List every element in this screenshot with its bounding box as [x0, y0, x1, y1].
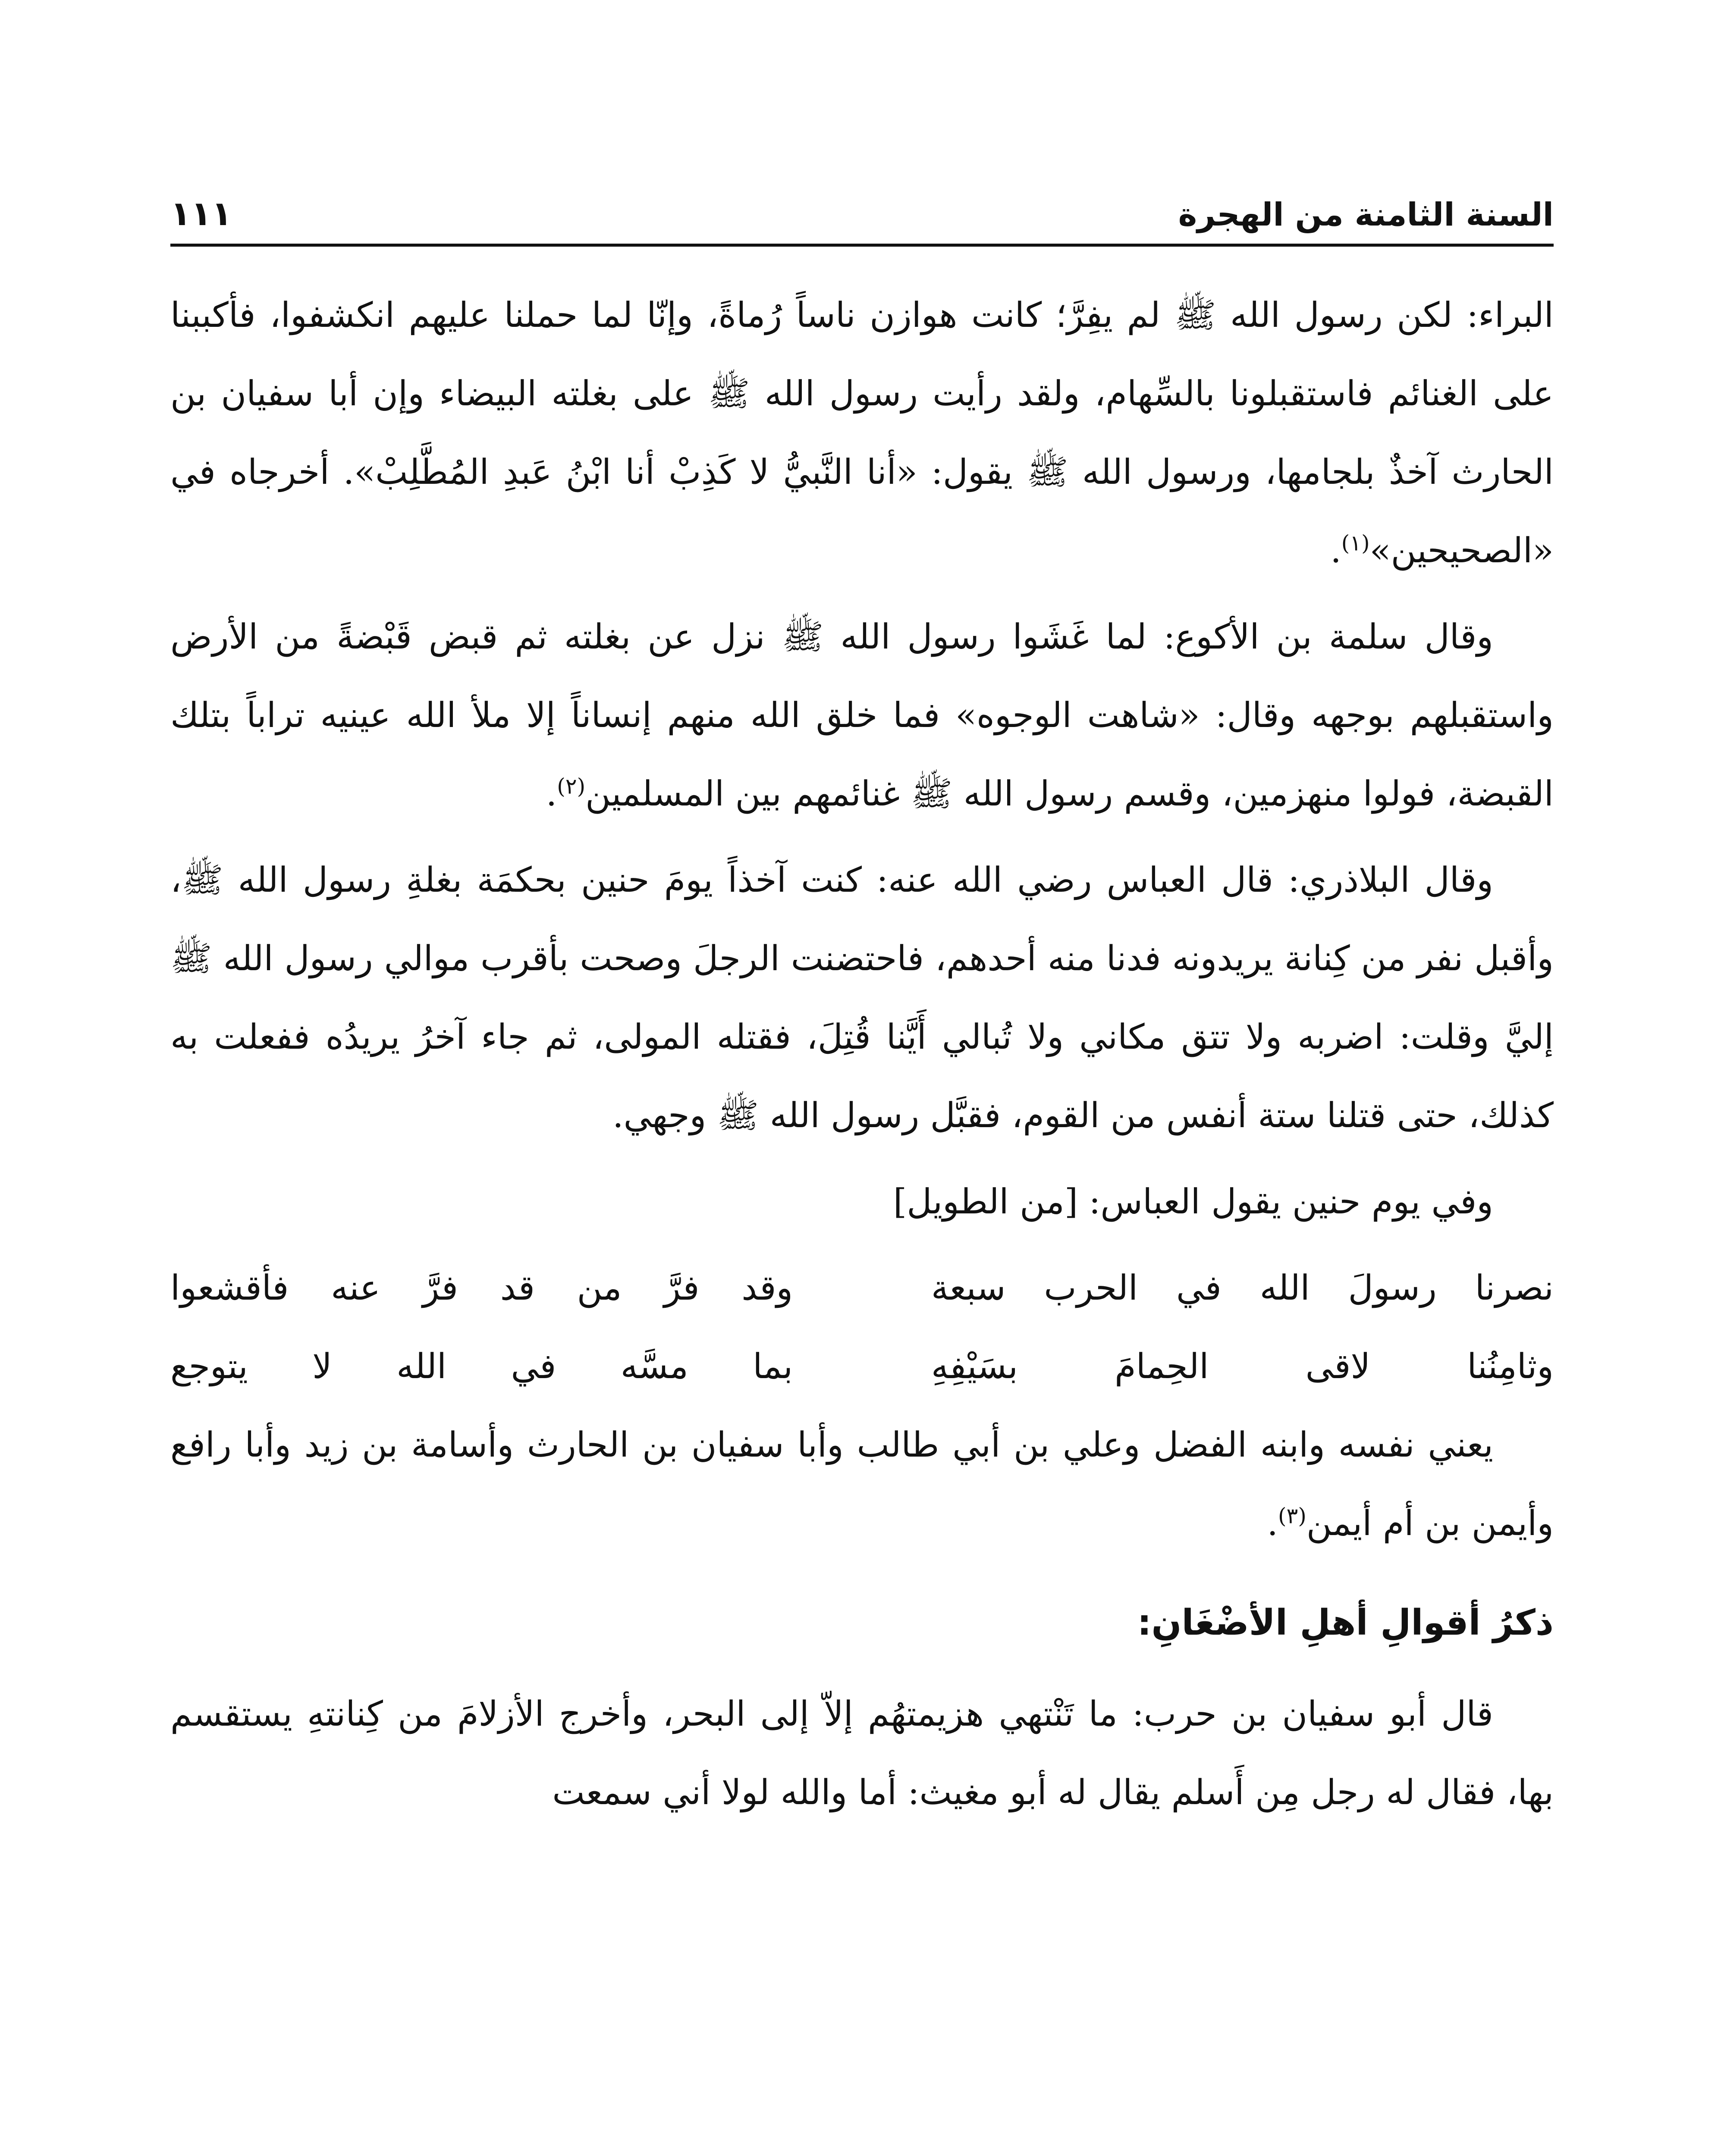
paragraph-poem-intro: [170, 1163, 1554, 1241]
paragraph-text: قال أبو سفيان بن حرب: ما تَنْتهي هزيمتهُم إلاّ إلى البحر، وأخرج الأزلامَ من كِنانتهِ يستقسم بها، فقال له رجل مِن أَسلم يقال له أبو مغيث: أما والله لولا أني سمعت: [170, 1694, 1554, 1812]
poem: [170, 1249, 1554, 1406]
paragraph-text: وقال سلمة بن الأكوع: لما غَشَوا رسول الله ﷺ نزل عن بغلته ثم قبض قَبْضةً من الأرض واستقبلهم بوجهه وقال: «شاهت الوجوه» فما خلق الله منهم إنساناً إلا ملأ الله عينيه تراباً بتلك القبضة، فولوا منهزمين، وقسم رسول الله ﷺ غنائمهم بين المسلمين: [170, 617, 1554, 814]
footnote-ref-2[interactable]: (٢): [557, 774, 586, 799]
main-text: [170, 276, 1554, 1839]
paragraph-bara: [170, 276, 1554, 590]
header-divider: [170, 244, 1554, 247]
paragraph-end: .: [1267, 1503, 1278, 1543]
paragraph-end: .: [1330, 530, 1341, 570]
paragraph-abu-sufyan: [170, 1675, 1554, 1832]
paragraph-text: البراء: لكن رسول الله ﷺ لم يفِرَّ؛ كانت هوازن ناساً رُماةً، وإنّا لما حملنا عليهم انكشفوا، فأكببنا على الغنائم فاستقبلونا بالسِّهام، ولقد رأيت رسول الله ﷺ على بغلته البيضاء وإن أبا سفيان بن الحارث آخذٌ بلجامها، ورسول الله ﷺ يقول: «أنا النَّبيُّ لا كَذِبْ أنا ابْنُ عَبدِ المُطَّلِبْ». أخرجاه في «الصحيحين»: [170, 295, 1554, 570]
page-number: ١١١: [170, 194, 232, 233]
paragraph-text: وقال البلاذري: قال العباس رضي الله عنه: كنت آخذاً يومَ حنين بحكمَة بغلةِ رسول الله ﷺ، وأقبل نفر من كِنانة يريدونه فدنا منه أحدهم، فاحتضنت الرجلَ وصحت بأقرب موالي رسول الله ﷺ إليَّ وقلت: اضربه ولا تتق مكاني ولا تُبالي أَيَّنا قُتِلَ، فقتله المولى، ثم جاء آخرُ يريدُه ففعلت به كذلك، حتى قتلنا ستة أنفس من القوم، فقبَّل رسول الله ﷺ وجهي.: [170, 860, 1554, 1135]
poem-second-hemistich: بما مسَّه في الله لا يتوجع: [170, 1346, 793, 1386]
poem-line: [170, 1249, 1554, 1327]
running-header-title: السنة الثامنة من الهجرة: [1178, 196, 1554, 233]
poem-line: [170, 1327, 1554, 1406]
poem-second-hemistich: وقد فرَّ من قد فرَّ عنه فأقشعوا: [170, 1268, 793, 1308]
poem-first-hemistich: وثامِنُنا لاقى الحِمامَ بسَيْفِهِ: [931, 1346, 1554, 1386]
poem-first-hemistich: نصرنا رسولَ الله في الحرب سبعة: [931, 1268, 1554, 1308]
footnote-ref-3[interactable]: (٣): [1278, 1503, 1306, 1529]
running-header: [170, 175, 1554, 231]
paragraph-baladhuri: [170, 841, 1554, 1155]
paragraph-salama: [170, 598, 1554, 833]
section-heading: ذكرُ أقوالِ أهلِ الأضْغَانِ:: [1137, 1602, 1554, 1643]
paragraph-text: وفي يوم حنين يقول العباس: [من الطويل]: [893, 1181, 1493, 1222]
paragraph-end: .: [546, 774, 557, 814]
footnote-ref-1[interactable]: (١): [1341, 530, 1370, 556]
paragraph-text: يعني نفسه وابنه الفضل وعلي بن أبي طالب وأبا سفيان بن الحارث وأسامة بن زيد وأبا رافع وأيمن بن أم أيمن: [170, 1425, 1554, 1543]
paragraph-names: [170, 1406, 1554, 1563]
